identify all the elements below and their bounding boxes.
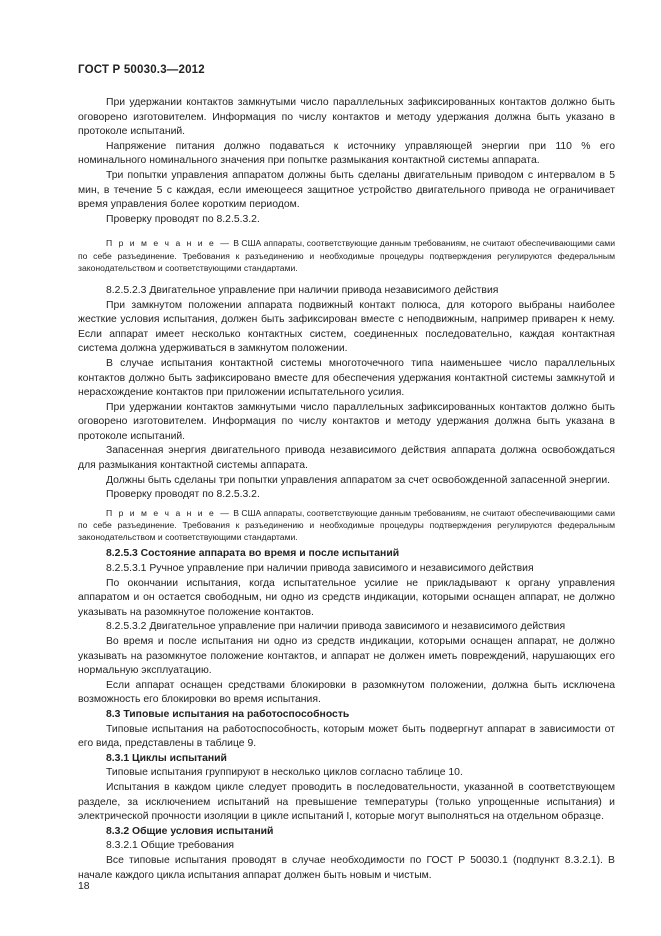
page-number: 18 (78, 881, 90, 892)
paragraph: Три попытки управления аппаратом должны быть сделаны двигательным приводом с интервалом в 5 мин, в течение 5 с каждая, если имеющееся защитное устройство двигательного привода не ограничивает время управления более коротким периодом. (78, 169, 615, 211)
paragraph: По окончании испытания, когда испытательное усилие не прикладывают к органу управления аппаратом и он остается свободным, ни одно из средств индикации, которыми оснащен аппарат, не должно указывать на разомкнутое положение контактов. (78, 577, 615, 618)
document-header: ГОСТ Р 50030.3—2012 (78, 64, 205, 76)
paragraph: Должны быть сделаны три попытки управления аппаратом за счет освобожденной запасенной энергии. (106, 474, 611, 486)
paragraph: Испытания в каждом цикле следует проводить в последовательности, указанной в соответствующем разделе, за исключением испытаний на превышение температуры (только упрощенные испытания) и электрической прочности изоляции в цикле испытаний I, которые могут выполняться на отдельном образце. (78, 781, 615, 823)
paragraph: Типовые испытания на работоспособность, которым может быть подвергнут аппарат в зависимости от его вида, представлены в таблице 9. (78, 723, 615, 750)
section-heading: 8.3 Типовые испытания на работоспособность (106, 709, 350, 720)
paragraph: Во время и после испытания ни одно из средств индикации, которыми оснащен аппарат, не должно указывать на разомкнутое положение контактов, и аппарат не должен иметь повреждений, нарушающих его нормальную эксплуатацию. (78, 636, 615, 677)
paragraph: Запасенная энергия двигательного привода независимого действия аппарата должна освобождаться для размыкания контактной системы аппарата. (78, 445, 615, 472)
paragraph: Все типовые испытания проводят в случае необходимости по ГОСТ Р 50030.1 (подпункт 8.3.2.1). В начале каждого цикла испытания аппарат должен быть новым и чистым. (78, 854, 615, 881)
paragraph: При замкнутом положении аппарата подвижный контакт полюса, для которого выбраны наиболее жесткие условия испытания, должен быть зафиксирован вместе с неподвижным, например приварен к нему. Если аппарат имеет несколько контактных систем, соединенных последовательно, каждая контактная система должна удерживаться в замкнутом положении. (78, 299, 615, 355)
note (78, 507, 615, 544)
subsection-heading: 8.2.5.2.3 Двигательное управление при наличии привода независимого действия (106, 284, 499, 296)
note-prefix: П р и м е ч а н и е — (106, 238, 231, 249)
section-heading: 8.3.2 Общие условия испытаний (106, 825, 274, 837)
note (78, 237, 615, 274)
paragraph: Напряжение питания должно подаваться к источнику управляющей энергии при 110 % его номинального номинального значения при попытке размыкания контактной системы аппарата. (78, 140, 615, 167)
paragraph: При удержании контактов замкнутыми число параллельных зафиксированных контактов должно быть оговорено изготовителем. Информация по числу контактов и методу удержания должна быть указано в протоколе испытаний. (78, 97, 615, 138)
paragraph: Если аппарат оснащен средствами блокировки в разомкнутом положении, должна быть исключена возможность его блокировки во время испытания. (78, 679, 615, 706)
note-text: В США аппараты, соответствующие данным требованиям, не считают обеспечивающими сами по себе разъединение. Требования к разъединению и необходимые процедуры подтверждения регулируются федеральным законодательством и соответствующими стандартами. (78, 507, 616, 543)
subsection-heading: 8.2.5.3.1 Ручное управление при наличии привода зависимого и независимого действия (106, 563, 534, 575)
subsection-heading: 8.3.2.1 Общие требования (106, 840, 234, 852)
section-heading: 8.2.5.3 Состояние аппарата во время и после испытаний (106, 548, 400, 560)
note-prefix: П р и м е ч а н и е — (106, 507, 231, 518)
section-heading: 8.3.1 Циклы испытаний (106, 752, 227, 764)
paragraph: Проверку проводят по 8.2.5.3.2. (106, 489, 260, 501)
note-text: В США аппараты, соответствующие данным требованиям, не считают обеспечивающими сами по себе разъединение. Требования к разъединению и необходимые процедуры подтверждения регулируются федеральным законодательством и соответствующими стандартами. (78, 238, 616, 273)
paragraph: Проверку проводят по 8.2.5.3.2. (106, 213, 260, 225)
subsection-heading: 8.2.5.3.2 Двигательное управление при наличии привода зависимого и независимого действия (106, 621, 566, 633)
paragraph: Типовые испытания группируют в несколько циклов согласно таблице 10. (106, 767, 463, 779)
paragraph: В случае испытания контактной системы многоточечного типа наименьшее число параллельных контактов должно быть зафиксировано вместе для обеспечения удержания контактной системы замкнутой и нерасхождение контактов при приложении испытательного усилия. (78, 357, 615, 399)
document-body (78, 96, 615, 883)
paragraph: При удержании контактов замкнутыми число параллельных зафиксированных контактов должно быть оговорено изготовителем. Информация по числу контактов и методу удержания должна быть указана в протоколе испытаний. (78, 401, 615, 442)
